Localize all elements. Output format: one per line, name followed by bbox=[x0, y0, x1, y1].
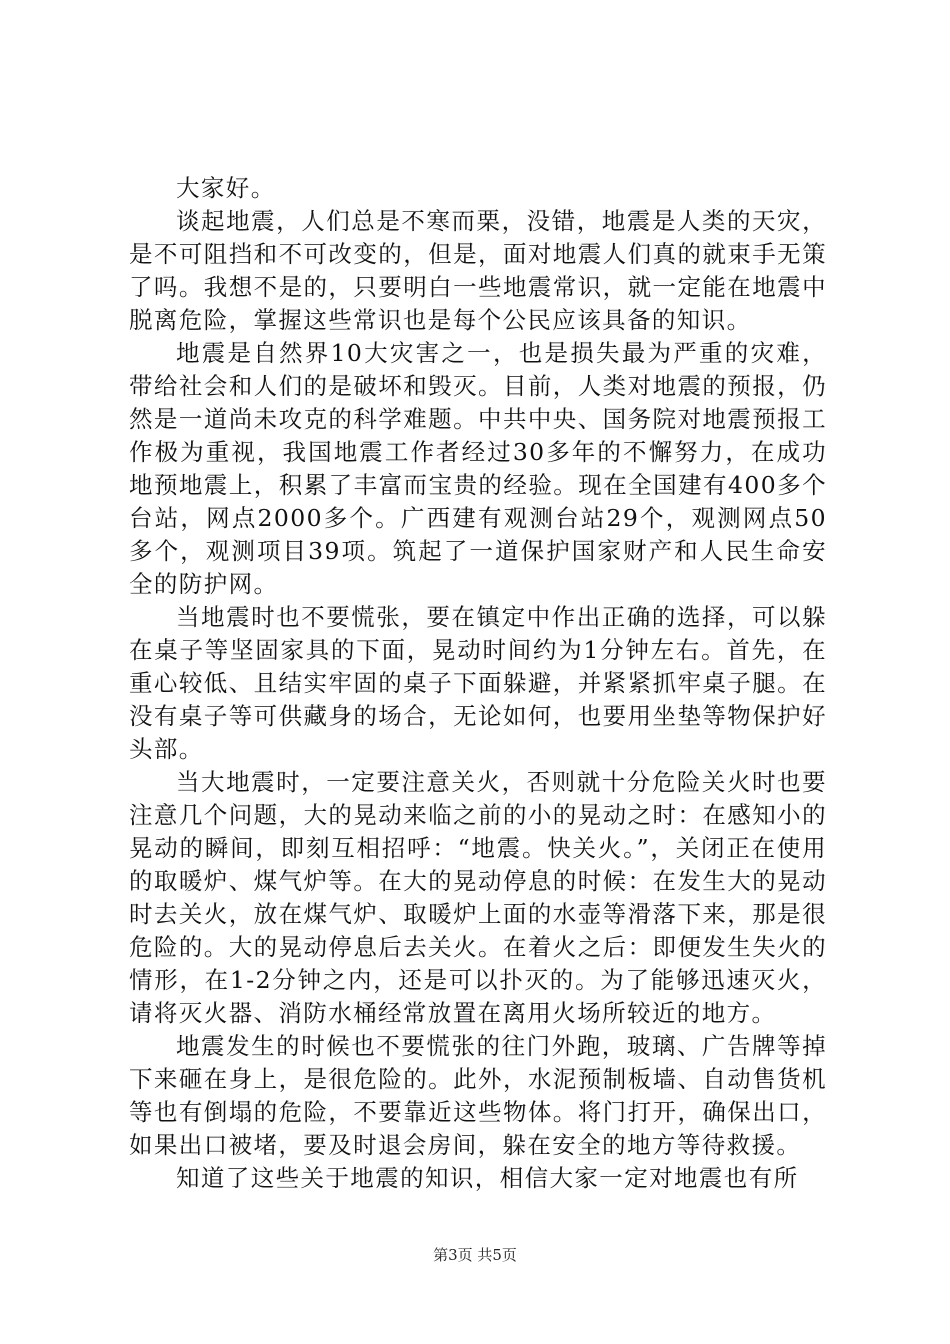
paragraph-take-cover: 当地震时也不要慌张，要在镇定中作出正确的选择，可以躲在桌子等坚固家具的下面，晃动时间约为1分钟左右。首先，在重心较低、且结实牢固的桌子下面躲避，并紧紧抓牢桌子腿。在没有桌子等可供藏身的场合，无论如何，也要用坐垫等物保护好头部。 bbox=[129, 603, 827, 763]
document-body bbox=[129, 172, 827, 1195]
page-number-footer: 第3页 共5页 bbox=[433, 1246, 517, 1264]
paragraph-closing: 知道了这些关于地震的知识，相信大家一定对地震也有所 bbox=[176, 1164, 799, 1192]
paragraph-intro: 谈起地震，人们总是不寒而栗，没错，地震是人类的天灾，是不可阻挡和不可改变的，但是，面对地震人们真的就束手无策了吗。我想不是的，只要明白一些地震常识，就一定能在地震中脱离危险，掌握这些常识也是每个公民应该具备的知识。 bbox=[129, 207, 827, 334]
paragraph-turn-off-fire: 当大地震时，一定要注意关火，否则就十分危险关火时也要注意几个问题，大的晃动来临之前的小的晃动之时：在感知小的晃动的瞬间，即刻互相招呼：“地震。快关火。”，关闭正在使用的取暖炉、煤气炉等。在大的晃动停息的时候：在发生大的晃动时去关火，放在煤气炉、取暖炉上面的水壶等滑落下来，那是很危险的。大的晃动停息后去关火。在着火之后：即便发生失火的情形，在1-2分钟之内，还是可以扑灭的。为了能够迅速灭火，请将灭火器、消防水桶经常放置在离用火场所较近的地方。 bbox=[129, 768, 827, 1027]
paragraph-greeting: 大家好。 bbox=[176, 174, 276, 202]
paragraph-earthquake-disaster: 地震是自然界10大灾害之一，也是损失最为严重的灾难，带给社会和人们的是破坏和毁灭。目前，人类对地震的预报，仍然是一道尚未攻克的科学难题。中共中央、国务院对地震预报工作极为重视，我国地震工作者经过30多年的不懈努力，在成功地预地震上，积累了丰富而宝贵的经验。现在全国建有400多个台站，网点2000多个。广西建有观测台站29个，观测网点50多个，观测项目39项。筑起了一道保护国家财产和人民生命安全的防护网。 bbox=[129, 339, 827, 598]
paragraph-dont-run-outside: 地震发生的时候也不要慌张的往门外跑，玻璃、广告牌等掉下来砸在身上，是很危险的。此外，水泥预制板墙、自动售货机等也有倒塌的危险，不要靠近这些物体。将门打开，确保出口，如果出口被堵，要及时退会房间，躲在安全的地方等待救援。 bbox=[129, 1032, 827, 1159]
